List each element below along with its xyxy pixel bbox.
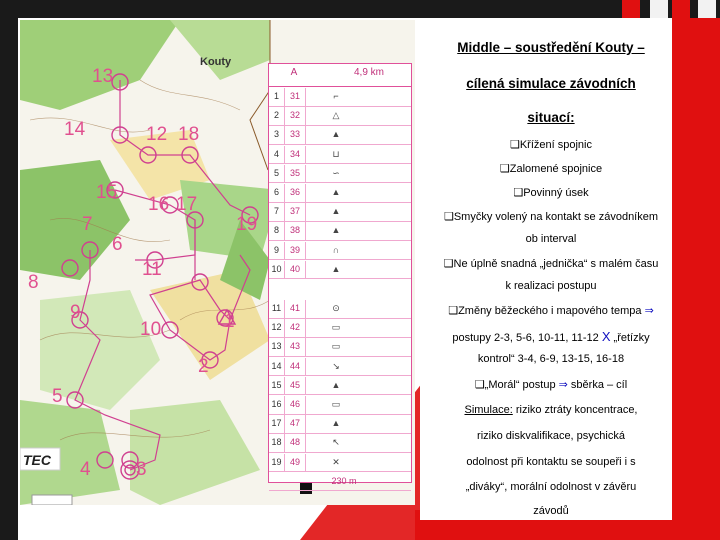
bullet-pace-changes-line-1 <box>422 304 680 317</box>
bullet-pace-changes-text: ❑Změny běžeckého i mapového tempa <box>448 305 645 317</box>
sheet-row <box>269 454 411 473</box>
orienteering-map <box>20 20 415 505</box>
sheet-row <box>269 222 411 241</box>
sheet-row-symbol: ▲ <box>331 206 341 217</box>
sheet-row-code: 49 <box>285 454 306 472</box>
sheet-row-number: 18 <box>269 434 285 452</box>
sheet-row-code: 46 <box>285 396 306 414</box>
sheet-row <box>269 107 411 126</box>
control-label-16: 16 <box>148 194 170 215</box>
dark-band-left <box>0 0 18 540</box>
simulation-label: Simulace: <box>464 404 513 416</box>
bullet-first-control-line-1: ❑Ne úplně snadná „jednička“ s malém času <box>443 258 659 270</box>
sheet-row <box>269 434 411 453</box>
sheet-row-code: 35 <box>285 165 306 183</box>
sheet-row-number: 17 <box>269 415 285 433</box>
moral-leg-end: sběrka – cíl <box>567 379 628 391</box>
sheet-row-number: 7 <box>269 203 285 221</box>
sheet-row <box>269 377 411 396</box>
sheet-row <box>269 88 411 107</box>
sheet-row <box>269 146 411 165</box>
moral-leg-text: ❑„Morál“ postup <box>474 379 559 391</box>
logo-text: TEC <box>23 452 51 468</box>
legs-list: postupy 2-3, 5-6, 10-11, 11-12 <box>452 332 602 344</box>
control-label-5: 5 <box>52 386 63 407</box>
sheet-row-code: 40 <box>285 261 306 279</box>
bullet-loops-line-1: ❑Smyčky volený na kontakt se závodníkem <box>443 211 659 223</box>
control-label-11: 11 <box>142 259 162 280</box>
control-label-18: 18 <box>178 124 200 145</box>
control-label-6: 6 <box>112 234 123 255</box>
chains-label: „řetízky <box>610 332 650 344</box>
sheet-finish-row <box>269 473 411 492</box>
control-label-7: 7 <box>82 214 93 235</box>
bullet-pace-changes-line-3: kontrol“ 3-4, 6-9, 13-15, 16-18 <box>477 353 625 365</box>
sheet-row <box>269 165 411 184</box>
sheet-row <box>269 338 411 357</box>
sheet-row-number: 5 <box>269 165 285 183</box>
control-label-17: 17 <box>176 194 198 215</box>
bullet-moral-leg <box>422 378 680 391</box>
sheet-row-symbol: ▲ <box>331 418 341 429</box>
sheet-row-symbol: ↘ <box>332 360 340 371</box>
control-label-2: 2 <box>198 356 209 377</box>
sheet-row-code: 41 <box>285 300 306 318</box>
sheet-length: 4,9 km <box>353 67 384 78</box>
arrow-icon: ⇒ <box>644 305 654 317</box>
dark-band-top <box>0 0 720 18</box>
sheet-row-code: 48 <box>285 434 306 452</box>
bullet-first-control-line-2: k realizaci postupu <box>505 280 597 292</box>
sheet-row-number: 3 <box>269 126 285 144</box>
bullet-pace-changes-line-2 <box>422 329 680 344</box>
control-label-8: 8 <box>28 272 39 293</box>
sheet-row <box>269 242 411 261</box>
sheet-row-number: 14 <box>269 358 285 376</box>
sheet-row-number: 10 <box>269 261 285 279</box>
control-label-14: 14 <box>64 119 86 140</box>
bullet-loops-line-2: ob interval <box>525 233 577 245</box>
sheet-row-code: 32 <box>285 107 306 125</box>
bullet-bent-legs: ❑Zalomené spojnice <box>499 163 603 175</box>
sheet-row-code: 42 <box>285 319 306 337</box>
title-line-1: Middle – soustředění Kouty – <box>457 40 645 55</box>
sheet-row-symbol: ▲ <box>331 187 341 197</box>
sheet-row-symbol: ✕ <box>332 456 340 467</box>
sheet-row-symbol: ⊙ <box>332 303 340 313</box>
sheet-row <box>269 261 411 280</box>
sheet-row-symbol: ▲ <box>331 129 341 140</box>
sheet-row-number: 4 <box>269 146 285 164</box>
arrow-icon: ⇒ <box>558 379 568 391</box>
sheet-row-number: 9 <box>269 242 285 260</box>
control-description-sheet <box>268 63 412 486</box>
place-label-kouty: Kouty <box>200 56 232 68</box>
sheet-row <box>269 396 411 415</box>
bullet-mandatory-section: ❑Povinný úsek <box>513 187 589 199</box>
simulation-line-2: riziko diskvalifikace, psychická <box>477 430 625 442</box>
sheet-row <box>269 319 411 338</box>
sheet-row-symbol: ▭ <box>331 399 341 409</box>
finish-distance: 230 m <box>331 475 357 486</box>
sheet-row-code: 37 <box>285 203 306 221</box>
control-label-15: 15 <box>96 182 118 203</box>
simulation-line-3: odolnost při kontaktu se soupeři i s <box>466 456 636 468</box>
sheet-row-code: 38 <box>285 222 306 240</box>
sheet-row <box>269 126 411 145</box>
control-label-1: 1 <box>224 311 235 332</box>
sheet-row-symbol: ▲ <box>331 263 341 274</box>
sheet-header <box>269 64 411 87</box>
sheet-row-code: 47 <box>285 415 306 433</box>
sheet-row-symbol: ▭ <box>331 341 341 352</box>
sheet-row <box>269 300 411 319</box>
sheet-row-symbol: ↖ <box>332 437 340 448</box>
sheet-row-number: 19 <box>269 454 285 472</box>
sheet-row-number: 16 <box>269 396 285 414</box>
simulation-line-4: „diváky“, morální odolnost v závěru <box>465 481 637 493</box>
sheet-row-number: 6 <box>269 184 285 202</box>
title-line-2: cílená simulace závodních <box>466 76 636 91</box>
sheet-row-number: 15 <box>269 377 285 395</box>
sheet-row-code: 39 <box>285 242 306 260</box>
sheet-row-code: 44 <box>285 358 306 376</box>
control-label-4: 4 <box>80 459 91 480</box>
sheet-row <box>269 415 411 434</box>
sheet-row-number: 12 <box>269 319 285 337</box>
control-label-10: 10 <box>140 319 162 340</box>
bullet-crossing-legs: ❑Křížení spojnic <box>509 139 592 151</box>
sheet-row-code: 36 <box>285 184 306 202</box>
sheet-row <box>269 203 411 222</box>
sheet-row-number: 13 <box>269 338 285 356</box>
sheet-row-number: 11 <box>269 300 285 318</box>
sheet-row-number: 8 <box>269 222 285 240</box>
control-label-13: 13 <box>92 66 114 87</box>
sheet-row-code: 34 <box>285 146 306 164</box>
sheet-class: A <box>290 67 298 78</box>
sheet-row-code: 43 <box>285 338 306 356</box>
simulation-line-5: závodů <box>533 505 569 517</box>
sheet-row-code: 45 <box>285 377 306 395</box>
sheet-row-symbol: ∽ <box>332 167 340 178</box>
sheet-row-symbol: ▭ <box>331 322 341 333</box>
title-line-3: situací: <box>527 110 575 125</box>
simulation-text: riziko ztráty koncentrace, <box>512 404 638 416</box>
simulation-line-1 <box>422 404 680 416</box>
sheet-row-symbol: ∩ <box>332 244 340 255</box>
control-label-3: 3 <box>136 459 147 480</box>
sheet-row <box>269 184 411 203</box>
control-label-19: 19 <box>236 214 258 235</box>
text-panel-background <box>420 20 672 520</box>
sheet-row-symbol: ▲ <box>331 379 341 390</box>
sheet-row-number: 2 <box>269 107 285 125</box>
sheet-row-symbol: ⊔ <box>332 148 340 159</box>
x-mark: X <box>601 329 611 344</box>
sheet-row <box>269 358 411 377</box>
sheet-row-symbol: ⌐ <box>333 91 339 101</box>
sheet-row-code: 33 <box>285 126 306 144</box>
sheet-row-symbol: △ <box>332 110 340 121</box>
control-label-9: 9 <box>70 302 81 323</box>
sheet-row-symbol: ▲ <box>331 225 341 236</box>
sheet-row-number: 1 <box>269 88 285 106</box>
control-label-12: 12 <box>146 124 168 145</box>
sheet-row-code: 31 <box>285 88 306 106</box>
